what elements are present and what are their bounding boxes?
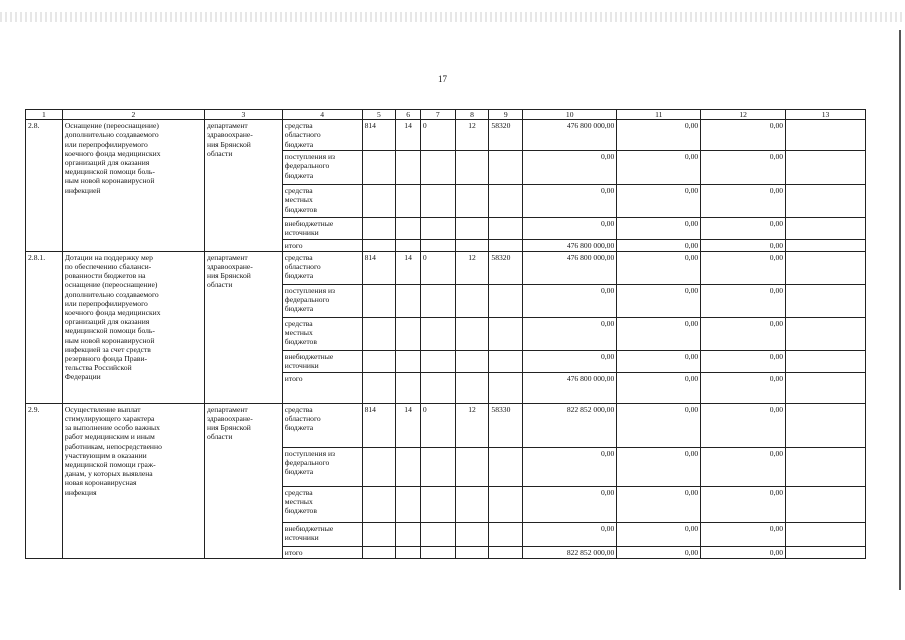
- code-col5: [362, 486, 396, 522]
- code-col5: [362, 239, 396, 251]
- amount-col10: 0,00: [523, 350, 617, 372]
- funding-source: средства местных бюджетов: [282, 185, 362, 218]
- amount-col13: [786, 317, 866, 350]
- funding-source: поступления из федерального бюджета: [282, 151, 362, 185]
- code-col5: [362, 185, 396, 218]
- amount-col10: 0,00: [523, 218, 617, 239]
- amount-col11: 0,00: [617, 486, 701, 522]
- code-col8: [455, 372, 489, 403]
- column-header: 2: [62, 110, 204, 120]
- code-col7: [420, 447, 455, 486]
- amount-col12: 0,00: [701, 447, 786, 486]
- code-col6: [396, 486, 421, 522]
- item-number: 2.8.: [26, 120, 63, 252]
- code-col8: [455, 284, 489, 317]
- table-row: [26, 251, 866, 284]
- column-header: 3: [205, 110, 283, 120]
- code-col8: [455, 151, 489, 185]
- code-col9: 58330: [489, 403, 523, 447]
- code-col7: [420, 284, 455, 317]
- funding-source: средства местных бюджетов: [282, 486, 362, 522]
- amount-col11: 0,00: [617, 372, 701, 403]
- funding-source: средства областного бюджета: [282, 251, 362, 284]
- code-col9: [489, 350, 523, 372]
- funding-source: средства областного бюджета: [282, 120, 362, 151]
- code-col7: [420, 317, 455, 350]
- code-col5: [362, 350, 396, 372]
- amount-col12: 0,00: [701, 284, 786, 317]
- code-col6: 14: [396, 403, 421, 447]
- code-col6: [396, 522, 421, 546]
- code-col6: [396, 284, 421, 317]
- amount-col13: [786, 350, 866, 372]
- code-col6: [396, 350, 421, 372]
- code-col7: [420, 486, 455, 522]
- code-col5: [362, 546, 396, 558]
- code-col8: [455, 218, 489, 239]
- amount-col13: [786, 251, 866, 284]
- column-header: 13: [786, 110, 866, 120]
- funding-source: поступления из федерального бюджета: [282, 447, 362, 486]
- code-col8: [455, 239, 489, 251]
- amount-col11: 0,00: [617, 403, 701, 447]
- code-col8: 12: [455, 251, 489, 284]
- amount-col11: 0,00: [617, 251, 701, 284]
- amount-col12: 0,00: [701, 403, 786, 447]
- column-header: 4: [282, 110, 362, 120]
- amount-col11: 0,00: [617, 546, 701, 558]
- code-col9: [489, 486, 523, 522]
- amount-col10: 0,00: [523, 486, 617, 522]
- item-description: Дотации на поддержку мер по обеспечению сбаланси- рованности бюджетов на оснащение (переоснащение) дополнительно создаваемого или перепрофилируемого коечного фонда медицинских организаций для оказания медицинской помощи боль- ным новой коронавирусной инфекцией за счет средств резервного фонда Прави- тельства Российской Федерации: [62, 251, 204, 403]
- item-description: Оснащение (переоснащение) дополнительно создаваемого или перепрофилируемого коечного фонда медицинских организаций для оказания медицинской помощи боль- ным новой коронавирусной инфекцией: [62, 120, 204, 252]
- code-col5: [362, 284, 396, 317]
- amount-col11: 0,00: [617, 151, 701, 185]
- funding-source: внебюджетные источники: [282, 522, 362, 546]
- code-col9: [489, 239, 523, 251]
- code-col8: [455, 185, 489, 218]
- amount-col13: [786, 151, 866, 185]
- code-col8: [455, 447, 489, 486]
- code-col5: [362, 151, 396, 185]
- code-col9: 58320: [489, 120, 523, 151]
- funding-source: итого: [282, 372, 362, 403]
- amount-col10: 822 852 000,00: [523, 403, 617, 447]
- code-col5: [362, 317, 396, 350]
- code-col8: [455, 317, 489, 350]
- amount-col11: 0,00: [617, 185, 701, 218]
- code-col8: 12: [455, 120, 489, 151]
- code-col9: [489, 284, 523, 317]
- column-header: 9: [489, 110, 523, 120]
- code-col6: [396, 239, 421, 251]
- column-header: 7: [420, 110, 455, 120]
- funding-source: внебюджетные источники: [282, 350, 362, 372]
- code-col5: 814: [362, 251, 396, 284]
- code-col9: [489, 546, 523, 558]
- code-col8: [455, 350, 489, 372]
- code-col7: [420, 218, 455, 239]
- code-col6: [396, 447, 421, 486]
- page-number: 17: [438, 74, 447, 84]
- code-col9: [489, 522, 523, 546]
- code-col6: [396, 372, 421, 403]
- column-header: 11: [617, 110, 701, 120]
- amount-col13: [786, 372, 866, 403]
- code-col5: [362, 372, 396, 403]
- amount-col13: [786, 403, 866, 447]
- code-col7: [420, 546, 455, 558]
- amount-col10: 476 800 000,00: [523, 251, 617, 284]
- amount-col12: 0,00: [701, 486, 786, 522]
- item-description: Осуществление выплат стимулирующего характера за выполнение особо важных работ медицинским и иным работникам, непосредственно участвующим в оказании медицинской помощи граж- данам, у которых выявлена новая коронавирусная инфекция: [62, 403, 204, 558]
- code-col5: [362, 218, 396, 239]
- code-col8: [455, 486, 489, 522]
- amount-col13: [786, 218, 866, 239]
- item-number: 2.9.: [26, 403, 63, 558]
- funding-source: средства областного бюджета: [282, 403, 362, 447]
- responsible-department: департамент здравоохране- ния Брянской области: [205, 251, 283, 403]
- funding-source: средства местных бюджетов: [282, 317, 362, 350]
- code-col9: [489, 151, 523, 185]
- code-col7: [420, 151, 455, 185]
- code-col5: [362, 522, 396, 546]
- amount-col10: 476 800 000,00: [523, 120, 617, 151]
- code-col9: [489, 317, 523, 350]
- code-col5: 814: [362, 120, 396, 151]
- code-col9: 58320: [489, 251, 523, 284]
- amount-col13: [786, 284, 866, 317]
- amount-col11: 0,00: [617, 239, 701, 251]
- amount-col11: 0,00: [617, 120, 701, 151]
- code-col6: 14: [396, 120, 421, 151]
- code-col6: [396, 317, 421, 350]
- amount-col10: 0,00: [523, 447, 617, 486]
- amount-col12: 0,00: [701, 372, 786, 403]
- header-row: [26, 110, 866, 120]
- funding-source: итого: [282, 239, 362, 251]
- amount-col13: [786, 185, 866, 218]
- amount-col11: 0,00: [617, 218, 701, 239]
- amount-col11: 0,00: [617, 317, 701, 350]
- column-header: 6: [396, 110, 421, 120]
- amount-col10: 0,00: [523, 317, 617, 350]
- code-col9: [489, 372, 523, 403]
- scan-artifact-top: [0, 12, 905, 22]
- amount-col10: 476 800 000,00: [523, 239, 617, 251]
- amount-col11: 0,00: [617, 350, 701, 372]
- table-row: [26, 120, 866, 151]
- amount-col10: 0,00: [523, 522, 617, 546]
- code-col8: [455, 546, 489, 558]
- amount-col13: [786, 120, 866, 151]
- column-header: 1: [26, 110, 63, 120]
- amount-col11: 0,00: [617, 284, 701, 317]
- amount-col12: 0,00: [701, 251, 786, 284]
- code-col7: 0: [420, 251, 455, 284]
- amount-col12: 0,00: [701, 120, 786, 151]
- amount-col12: 0,00: [701, 218, 786, 239]
- code-col7: [420, 185, 455, 218]
- amount-col13: [786, 239, 866, 251]
- amount-col13: [786, 447, 866, 486]
- amount-col10: 0,00: [523, 185, 617, 218]
- responsible-department: департамент здравоохране- ния Брянской области: [205, 403, 283, 558]
- amount-col11: 0,00: [617, 522, 701, 546]
- code-col9: [489, 218, 523, 239]
- amount-col12: 0,00: [701, 317, 786, 350]
- code-col7: 0: [420, 403, 455, 447]
- amount-col12: 0,00: [701, 151, 786, 185]
- amount-col10: 0,00: [523, 151, 617, 185]
- amount-col13: [786, 522, 866, 546]
- amount-col10: 0,00: [523, 284, 617, 317]
- amount-col13: [786, 486, 866, 522]
- code-col6: [396, 546, 421, 558]
- code-col7: [420, 239, 455, 251]
- code-col7: [420, 350, 455, 372]
- code-col9: [489, 447, 523, 486]
- code-col5: [362, 447, 396, 486]
- responsible-department: департамент здравоохране- ния Брянской области: [205, 120, 283, 252]
- funding-source: поступления из федерального бюджета: [282, 284, 362, 317]
- code-col7: 0: [420, 120, 455, 151]
- code-col7: [420, 522, 455, 546]
- code-col6: [396, 151, 421, 185]
- amount-col12: 0,00: [701, 239, 786, 251]
- table-row: [26, 403, 866, 447]
- code-col8: 12: [455, 403, 489, 447]
- amount-col11: 0,00: [617, 447, 701, 486]
- code-col9: [489, 185, 523, 218]
- scan-artifact-right-edge: [899, 30, 901, 590]
- column-header: 12: [701, 110, 786, 120]
- funding-source: внебюджетные источники: [282, 218, 362, 239]
- funding-source: итого: [282, 546, 362, 558]
- column-header: 8: [455, 110, 489, 120]
- column-header: 10: [523, 110, 617, 120]
- code-col6: [396, 185, 421, 218]
- amount-col12: 0,00: [701, 185, 786, 218]
- budget-table: [25, 109, 866, 559]
- code-col6: 14: [396, 251, 421, 284]
- code-col5: 814: [362, 403, 396, 447]
- code-col6: [396, 218, 421, 239]
- amount-col10: 476 800 000,00: [523, 372, 617, 403]
- item-number: 2.8.1.: [26, 251, 63, 403]
- column-header: 5: [362, 110, 396, 120]
- amount-col12: 0,00: [701, 522, 786, 546]
- code-col7: [420, 372, 455, 403]
- amount-col10: 822 852 000,00: [523, 546, 617, 558]
- amount-col13: [786, 546, 866, 558]
- amount-col12: 0,00: [701, 546, 786, 558]
- amount-col12: 0,00: [701, 350, 786, 372]
- code-col8: [455, 522, 489, 546]
